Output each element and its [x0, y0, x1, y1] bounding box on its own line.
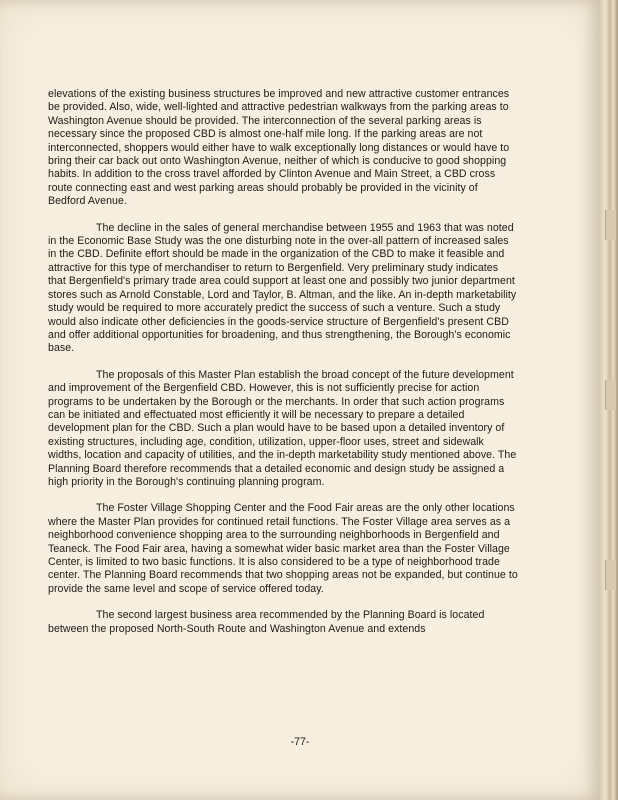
page-number: -77-	[290, 736, 310, 748]
paragraph-general-merchandise: The decline in the sales of general merchandise between 1955 and 1963 that was noted in the Economic Base Study was the one disturbing note in the over-all pattern of increased sales in the CBD. Definite effort should be made in the organization of the CBD to make it feasible and attractive for this type of merchandiser to return to Bergenfield. Very preliminary study indicates that Bergenfield's primary trade area could support at least one and possibly two junior department stores such as Arnold Constable, Lord and Taylor, B. Altman, and the like. An in-depth marketability study would be required to more accurately predict the success of such a venture. Such a study would also indicate other deficiencies in the goods-service structure of Bergenfield's present CBD and offer additional opportunities for broadening, and thus strengthening, the Borough's economic base.	[48, 221, 517, 355]
paragraph-foster-village: The Foster Village Shopping Center and the Food Fair areas are the only other locations where the Master Plan provides for continued retail functions. The Foster Village area serves as a neighborhood convenience shopping area to the surrounding neighborhoods in Bergenfield and Teaneck. The Food Fair area, having a somewhat wider basic market area than the Foster Village Center, is limited to two basic functions. It is also considered to be a type of neighborhood trade center. The Planning Board recommends that two shopping areas not be expanded, but continue to provide the same level and scope of service offered today.	[48, 502, 518, 595]
paragraph-parking-walkways: elevations of the existing business structures be improved and new attractive customer entrances be provided. Also, wide, well-lighted and attractive pedestrian walkways from the parking areas to Washington Avenue should be provided. The interconnection of the several parking areas is necessary since the proposed CBD is almost one-half mile long. If the parking areas are not interconnected, shoppers would either have to walk exceptionally long distances or would have to bring their car back out onto Washington Avenue, neither of which is conducive to good shopping habits. In addition to the cross travel afforded by Clinton Avenue and Main Street, a CBD cross route connecting east and west parking areas should probably be provided in the vicinity of Bedford Avenue.	[48, 88, 510, 208]
page-body	[48, 88, 518, 649]
page-edge-tab	[605, 210, 616, 240]
page-edge-tab	[605, 560, 616, 590]
paragraph-second-business-area: The second largest business area recommended by the Planning Board is located between the proposed North-South Route and Washington Avenue and extends	[48, 609, 485, 635]
paragraph-master-plan-proposals: The proposals of this Master Plan establish the broad concept of the future development and improvement of the Bergenfield CBD. However, this is not sufficiently precise for action programs to be undertaken by the Borough or the merchants. In order that such action programs can be initiated and effectuated most efficiently it will be necessary to prepare a detailed development plan for the CBD. Such a plan would have to be based upon a detailed inventory of existing structures, including age, condition, utilization, upper-floor uses, street and sidewalk widths, location and capacity of utilities, and the in-depth marketability study mentioned above. The Planning Board therefore recommends that a detailed economic and design study be assigned a high priority in the Borough's continuing planning program.	[48, 368, 517, 488]
page-edge-tab	[605, 380, 616, 410]
page-edge-stack	[600, 0, 618, 800]
